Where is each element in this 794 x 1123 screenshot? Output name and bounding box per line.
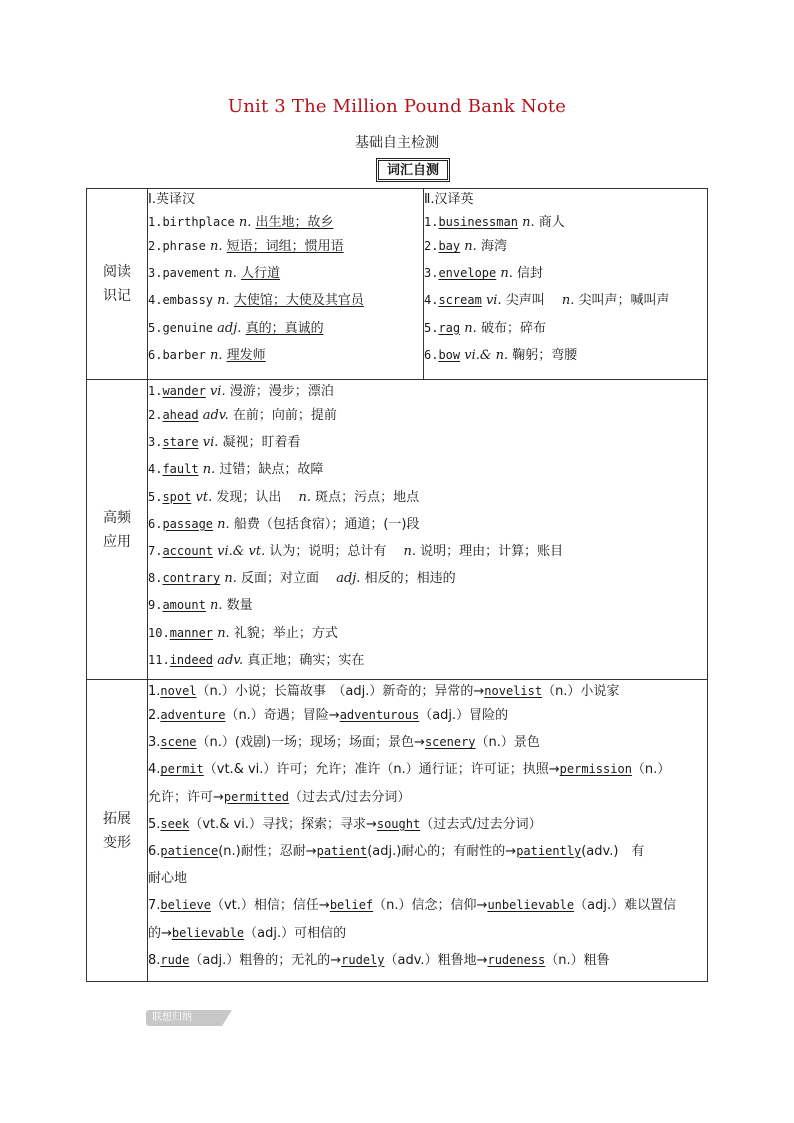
form-text: 的→ bbox=[148, 925, 172, 941]
vocab-entry bbox=[148, 565, 707, 592]
part-of-speech: n. bbox=[217, 516, 230, 532]
entry-word: ahead bbox=[162, 408, 199, 422]
entry-number: 4. bbox=[148, 462, 163, 477]
form-word: novelist bbox=[484, 684, 543, 698]
entry-number: 6. bbox=[148, 347, 163, 362]
word-form-line bbox=[148, 920, 707, 947]
entry-number: 9. bbox=[148, 598, 163, 613]
entry-meaning: 商人 bbox=[538, 215, 565, 230]
entry-number: 5. bbox=[424, 320, 439, 335]
part-of-speech: n. bbox=[522, 215, 535, 230]
category-extension: 拓展 变形 bbox=[87, 680, 148, 982]
entry-number: 10. bbox=[148, 625, 170, 640]
entry-meaning: 短语；词组；惯用语 bbox=[226, 239, 344, 254]
form-word: permitted bbox=[223, 789, 289, 804]
word-form-line bbox=[148, 702, 707, 729]
vocab-entry bbox=[148, 380, 707, 402]
entry-meaning: 海湾 bbox=[480, 239, 507, 254]
category-frequent: 高频 应用 bbox=[87, 380, 148, 680]
form-text: （n.）景色 bbox=[475, 735, 540, 751]
entry-number: 6. bbox=[424, 347, 439, 362]
vocab-entry bbox=[148, 260, 423, 287]
column-heading: Ⅱ.汉译英 bbox=[424, 192, 474, 207]
part-of-speech: n. bbox=[209, 239, 223, 254]
page-title: Unit 3 The Million Pound Bank Note bbox=[227, 96, 567, 117]
vocab-entry bbox=[424, 260, 707, 287]
form-text: （n.） bbox=[631, 762, 671, 778]
form-text: （vt.& vi.）寻找；探索；寻求→ bbox=[189, 816, 377, 832]
form-text: 3. bbox=[148, 735, 161, 751]
vocab-entry bbox=[424, 211, 707, 233]
column-heading: Ⅰ.英译汉 bbox=[148, 192, 195, 207]
form-text: 5. bbox=[148, 816, 161, 832]
form-text: 6. bbox=[148, 843, 161, 859]
entry-number: 5. bbox=[148, 320, 163, 335]
entry-number: 4. bbox=[148, 293, 163, 308]
word-form-line bbox=[148, 729, 707, 756]
part-of-speech: n. bbox=[209, 347, 223, 363]
vocab-entry bbox=[424, 233, 707, 260]
part-of-speech: vt. bbox=[195, 489, 213, 505]
word-form-line bbox=[148, 892, 707, 919]
vocab-entry bbox=[424, 287, 707, 314]
form-word: sought bbox=[376, 816, 421, 831]
word-form-line bbox=[148, 756, 707, 783]
vocab-entry bbox=[148, 402, 707, 429]
entry-word: bow bbox=[438, 347, 461, 362]
part-of-speech: vi. bbox=[202, 435, 219, 451]
entry-number: 3. bbox=[148, 435, 163, 450]
part-of-speech: n. bbox=[464, 320, 477, 336]
entry-meaning: 尖声叫 bbox=[505, 293, 545, 309]
form-word: permission bbox=[559, 762, 632, 777]
form-text: （n.）信念；信仰→ bbox=[373, 898, 488, 914]
part-of-speech: n. bbox=[217, 625, 230, 641]
form-text: （adv.）粗鲁地→ bbox=[384, 952, 488, 968]
word-form-line bbox=[148, 680, 707, 702]
form-word: believe bbox=[160, 898, 211, 913]
frequent-words bbox=[148, 380, 708, 680]
category-reading: 阅读 识记 bbox=[87, 189, 148, 380]
form-word: patience bbox=[160, 843, 219, 858]
entry-word: contrary bbox=[162, 571, 221, 586]
vocab-entry bbox=[148, 511, 707, 538]
entry-word: birthplace bbox=[162, 215, 235, 229]
part-of-speech: vi.& n. bbox=[464, 347, 509, 363]
entry-word: passage bbox=[162, 516, 214, 531]
part-of-speech: adj. bbox=[336, 571, 361, 587]
form-word: believable bbox=[171, 925, 245, 940]
entry-meaning: 漫游；漫步；漂泊 bbox=[229, 384, 334, 399]
form-text: （n.）(戏剧)一场；现场；场面；景色→ bbox=[196, 735, 425, 751]
form-text: （过去式/过去分词） bbox=[288, 789, 411, 805]
form-word: novel bbox=[160, 684, 197, 698]
form-text: 7. bbox=[148, 898, 161, 914]
entry-word: indeed bbox=[169, 652, 214, 667]
form-text: 允许；许可→ bbox=[148, 789, 224, 805]
entry-number: 4. bbox=[424, 293, 439, 308]
vocab-entry bbox=[148, 620, 707, 647]
form-text: 8. bbox=[148, 952, 161, 968]
word-form-line bbox=[148, 838, 707, 865]
part-of-speech: adv. bbox=[217, 652, 244, 668]
entry-meaning: 斑点；污点；地点 bbox=[315, 489, 420, 505]
form-word: adventure bbox=[160, 708, 226, 722]
vocab-entry bbox=[424, 342, 707, 369]
form-word: unbelievable bbox=[487, 898, 575, 913]
entry-word: manner bbox=[169, 625, 214, 640]
form-word: rude bbox=[160, 952, 190, 967]
entry-word: account bbox=[162, 543, 214, 558]
form-text: (adj.)耐心的；有耐性的→ bbox=[367, 843, 517, 859]
entry-word: stare bbox=[162, 435, 199, 450]
entry-meaning: 数量 bbox=[226, 598, 253, 614]
form-word: scenery bbox=[424, 735, 476, 750]
form-text: (adv.) 有 bbox=[581, 843, 645, 859]
form-text: 4. bbox=[148, 762, 161, 778]
entry-word: wander bbox=[162, 384, 206, 398]
association-tag: 联想归纳 bbox=[146, 1010, 222, 1026]
entry-number: 5. bbox=[148, 489, 163, 504]
entry-word: spot bbox=[162, 489, 192, 504]
entry-number: 11. bbox=[148, 652, 170, 667]
entry-number: 8. bbox=[148, 571, 163, 586]
word-form-line bbox=[148, 865, 707, 892]
entry-meaning: 认为；说明；总计有 bbox=[269, 543, 387, 559]
form-text: （n.）小说；长篇故事 （adj.）新奇的；异常的→ bbox=[196, 684, 485, 699]
entry-meaning: 出生地；故乡 bbox=[255, 215, 334, 230]
entry-word: amount bbox=[162, 598, 206, 613]
form-text: （adj.）可相信的 bbox=[244, 925, 347, 941]
entry-meaning: 反面；对立面 bbox=[241, 571, 320, 587]
form-text: 2. bbox=[148, 708, 161, 723]
entry-word: phrase bbox=[162, 239, 206, 253]
part-of-speech: n. bbox=[464, 239, 477, 254]
part-of-speech: n. bbox=[238, 215, 252, 230]
entry-word: envelope bbox=[438, 266, 497, 281]
vocabulary-table bbox=[86, 188, 708, 982]
entry-word: embassy bbox=[162, 293, 214, 308]
vocab-entry bbox=[148, 429, 707, 456]
entry-number: 2. bbox=[148, 239, 163, 253]
entry-meaning: 说明；理由；计算；账目 bbox=[420, 543, 564, 559]
entry-meaning: 破布；碎布 bbox=[480, 320, 546, 336]
form-word: patiently bbox=[516, 843, 582, 858]
form-word: scene bbox=[160, 735, 197, 750]
entry-meaning: 船费（包括食宿）；通道；(一)段 bbox=[233, 516, 420, 532]
entry-meaning: 过错；缺点；故障 bbox=[219, 462, 324, 478]
part-of-speech: n. bbox=[298, 489, 312, 505]
entry-word: pavement bbox=[162, 266, 221, 281]
part-of-speech: vi.& vt. bbox=[217, 543, 266, 559]
entry-meaning: 发现；认出 bbox=[216, 489, 282, 505]
form-word: patient bbox=[316, 843, 368, 858]
vocab-entry bbox=[148, 211, 423, 233]
form-text: （过去式/过去分词） bbox=[420, 816, 542, 832]
entry-number: 2. bbox=[424, 239, 439, 253]
entry-number: 3. bbox=[148, 266, 163, 281]
part-of-speech: n. bbox=[202, 462, 216, 478]
word-form-line bbox=[148, 784, 707, 811]
form-word: adventurous bbox=[339, 708, 420, 722]
entry-number: 3. bbox=[424, 266, 439, 281]
entry-meaning: 人行道 bbox=[241, 266, 281, 282]
zh-to-en-column bbox=[424, 189, 708, 380]
entry-meaning: 大使馆；大使及其官员 bbox=[233, 293, 364, 309]
section-subtitle: 基础自主检测 bbox=[355, 135, 439, 151]
form-word: permit bbox=[160, 762, 204, 777]
entry-number: 2. bbox=[148, 408, 163, 422]
vocab-entry bbox=[148, 538, 707, 565]
vocab-entry bbox=[148, 647, 707, 674]
part-of-speech: n. bbox=[500, 266, 513, 282]
entry-word: scream bbox=[438, 293, 482, 308]
entry-number: 1. bbox=[424, 215, 439, 229]
en-to-zh-column bbox=[148, 189, 424, 380]
entry-meaning: 在前；向前；提前 bbox=[232, 408, 337, 423]
entry-meaning: 尖叫声；喊叫声 bbox=[578, 293, 670, 309]
entry-number: 1. bbox=[148, 215, 163, 229]
form-text: （vt.& vi.）许可；允许；准许（n.）通行证；许可证；执照→ bbox=[203, 762, 560, 778]
entry-number: 7. bbox=[148, 543, 163, 558]
entry-meaning: 鞠躬；弯腰 bbox=[512, 347, 578, 363]
entry-number: 1. bbox=[148, 384, 163, 398]
form-word: rudeness bbox=[487, 952, 546, 967]
part-of-speech: n. bbox=[217, 293, 230, 309]
form-text: （adj.）难以置信 bbox=[574, 898, 677, 914]
vocab-entry bbox=[148, 484, 707, 511]
form-text: (n.)耐性；忍耐→ bbox=[218, 843, 317, 859]
vocab-test-heading: 词汇自测 bbox=[378, 160, 448, 180]
form-word: rudely bbox=[341, 952, 385, 967]
form-text: （n.）小说家 bbox=[542, 684, 620, 699]
form-text: 1. bbox=[148, 684, 161, 699]
form-word: belief bbox=[329, 898, 374, 913]
form-text: （n.）奇遇；冒险→ bbox=[225, 708, 340, 723]
entry-meaning: 礼貌；举止；方式 bbox=[233, 625, 338, 641]
vocab-entry bbox=[148, 592, 707, 619]
word-form-line bbox=[148, 811, 707, 838]
word-form-line bbox=[148, 947, 707, 974]
entry-word: fault bbox=[162, 462, 199, 477]
entry-meaning: 凝视；盯着看 bbox=[222, 435, 301, 451]
part-of-speech: n. bbox=[224, 266, 237, 282]
vocab-entry bbox=[148, 287, 423, 314]
entry-meaning: 信封 bbox=[517, 266, 544, 282]
entry-number: 6. bbox=[148, 516, 163, 531]
entry-word: barber bbox=[162, 347, 206, 362]
part-of-speech: n. bbox=[561, 293, 575, 309]
form-text: （adj.）冒险的 bbox=[419, 708, 509, 723]
entry-meaning: 理发师 bbox=[226, 347, 266, 363]
vocab-entry bbox=[148, 233, 423, 260]
part-of-speech: vi. bbox=[485, 293, 502, 309]
entry-meaning: 真正地；确实；实在 bbox=[247, 652, 365, 668]
vocab-entry bbox=[148, 456, 707, 483]
form-text: （n.）粗鲁 bbox=[545, 952, 610, 968]
entry-word: rag bbox=[438, 320, 461, 335]
part-of-speech: vi. bbox=[209, 384, 226, 399]
form-text: 耐心地 bbox=[148, 871, 188, 887]
part-of-speech: n. bbox=[209, 598, 223, 614]
entry-word: businessman bbox=[438, 215, 518, 229]
entry-meaning: 真的；真诚的 bbox=[245, 320, 324, 336]
word-forms bbox=[148, 680, 708, 982]
form-word: seek bbox=[160, 816, 190, 831]
part-of-speech: adj. bbox=[217, 320, 242, 336]
vocab-entry bbox=[424, 315, 707, 342]
entry-word: genuine bbox=[162, 320, 214, 335]
part-of-speech: n. bbox=[224, 571, 237, 587]
entry-word: bay bbox=[438, 239, 461, 253]
form-text: （vt.）相信；信任→ bbox=[210, 898, 330, 914]
entry-meaning: 相反的；相违的 bbox=[364, 571, 456, 587]
part-of-speech: adv. bbox=[202, 408, 229, 423]
form-text: （adj.）粗鲁的；无礼的→ bbox=[189, 952, 342, 968]
part-of-speech: n. bbox=[403, 543, 417, 559]
vocab-entry bbox=[148, 342, 423, 369]
vocab-entry bbox=[148, 315, 423, 342]
